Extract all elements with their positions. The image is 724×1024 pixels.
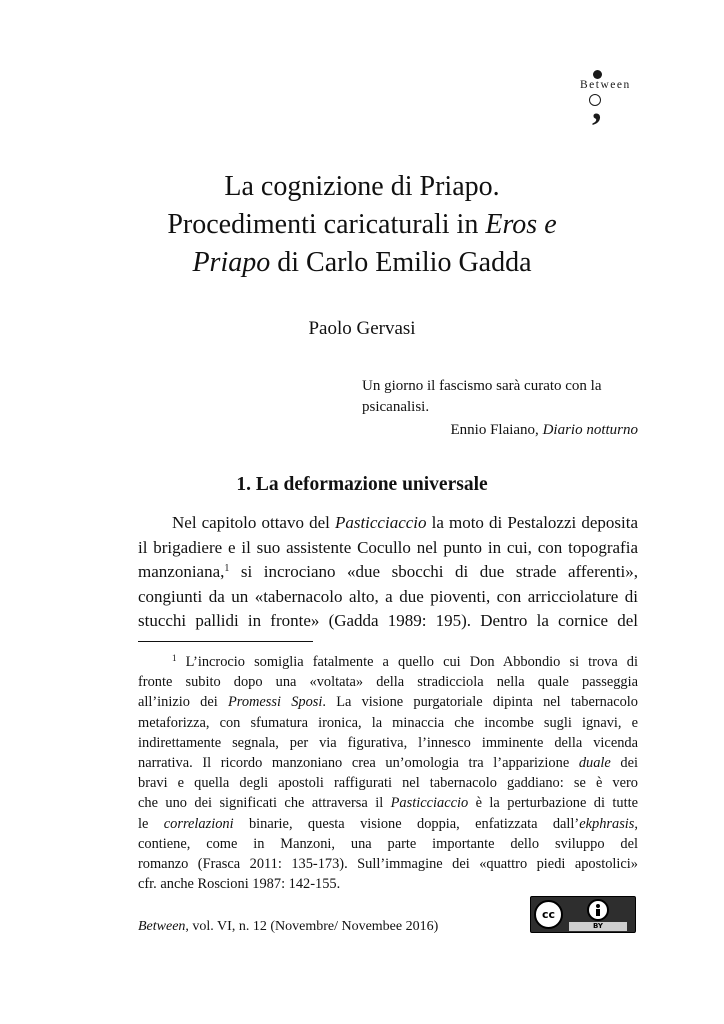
title-line-3-italic: Priapo	[192, 247, 271, 278]
body-line: stucchi pallidi in fronte» (Gadda 1989: 195). Dentro la cornice del	[138, 611, 638, 631]
epigraph-author: Ennio Flaiano,	[450, 422, 543, 438]
footnote-text: che uno dei significati che attraversa il	[138, 795, 391, 812]
footer-journal: Between	[138, 919, 186, 934]
footnote-line: cfr. anche Roscioni 1987: 142-155.	[138, 876, 341, 893]
footnote-text: binarie, questa visione doppia, enfatizzata dall’	[233, 815, 580, 832]
logo-comma-icon: ,	[592, 86, 602, 128]
footnote-line	[138, 814, 638, 834]
epigraph-attribution	[362, 420, 638, 441]
footnote-italic: ekphrasis	[579, 815, 635, 832]
by-label: BY	[569, 922, 627, 931]
title-line-1: La cognizione di Priapo.	[224, 171, 500, 202]
footnote-line: contiene, come in Manzoni, una parte importante dello sviluppo del	[138, 835, 638, 852]
footnote-number: 1	[172, 653, 177, 663]
logo-text: Between	[580, 79, 631, 91]
body-text: manzoniana,	[138, 562, 225, 582]
footnote-text: ,	[634, 815, 639, 832]
body-line	[138, 560, 638, 585]
footnote-text: è la perturbazione di tutte	[468, 795, 639, 812]
attribution-person-icon	[587, 899, 609, 921]
author-name: Paolo Gervasi	[308, 318, 416, 339]
footnote-italic: Pasticciaccio	[390, 795, 469, 812]
footnote-text: L’incrocio somiglia fatalmente a quello cui Don Abbondio si trova di	[176, 654, 638, 670]
body-text: Nel capitolo ottavo del	[172, 513, 335, 532]
title-line-2	[0, 206, 724, 244]
footnote-line	[138, 692, 638, 712]
footnote-text: all’inizio dei	[138, 694, 228, 711]
title-line-3-text: di Carlo Emilio Gadda	[270, 247, 532, 278]
footnote-ref[interactable]: 1	[224, 563, 230, 575]
between-logo	[578, 66, 640, 128]
logo-dot-icon	[593, 70, 602, 79]
cc-icon: cc	[534, 900, 563, 929]
footnote-line	[138, 753, 638, 773]
body-text: si incrociano «due sbocchi di due strade afferenti»,	[229, 562, 638, 582]
title-line-2-text: Procedimenti caricaturali in	[167, 209, 486, 240]
footer-citation: , vol. VI, n. 12 (Novembre/ Novembee 2016)	[185, 919, 439, 934]
footnote-text: narrativa. Il ricordo manzoniano crea un’omologia tra l’apparizione	[138, 755, 579, 772]
section-heading: 1. La deformazione universale	[236, 474, 488, 495]
page-footer	[138, 919, 438, 935]
body-italic: Pasticciaccio	[334, 513, 427, 532]
body-line	[138, 511, 638, 536]
footnote-divider	[138, 641, 313, 642]
footnote-text: dei	[610, 755, 638, 772]
article-title	[0, 168, 724, 282]
footnote	[138, 652, 638, 894]
footnote-line: romanzo (Frasca 2011: 135-173). Sull’immagine dei «quattro piedi apostolici»	[138, 856, 638, 873]
title-line-2-italic: Eros e	[485, 209, 557, 240]
epigraph-quote: Un giorno il fascismo sarà curato con la psicanalisi.	[362, 378, 602, 415]
footnote-italic: Promessi Sposi	[227, 694, 323, 711]
footnote-line: fronte subito dopo una «voltata» della stradicciola nella quale passeggia	[138, 674, 638, 691]
cc-by-license-badge[interactable]	[530, 896, 636, 933]
body-text: la moto di Pestalozzi deposita	[426, 513, 638, 532]
epigraph-work: Diario notturno	[542, 422, 638, 438]
epigraph	[362, 376, 638, 441]
footnote-line	[138, 652, 638, 672]
footnote-line: indirettamente segnala, per via figurativa, l’innesco imminente della vicenda	[138, 734, 638, 751]
body-paragraph	[138, 511, 638, 634]
footnote-line: metaforizza, con sfumatura ironica, la minaccia che incombe sugli ignavi, e	[138, 714, 638, 731]
footnote-italic: duale	[578, 755, 611, 772]
footnote-text: . La visione purgatoriale dipinta nel tabernacolo	[322, 694, 638, 711]
body-line: congiunti da un «tabernacolo alto, a due pioventi, con arricciolature di	[138, 586, 638, 606]
footnote-line	[138, 793, 638, 813]
title-line-3	[0, 244, 724, 282]
body-line: il brigadiere e il suo assistente Cocullo nel punto in cui, con topografia	[138, 537, 638, 557]
footnote-line: bravi e quella degli apostoli raffigurati nel tabernacolo gaddiano: se è vero	[138, 775, 638, 792]
footnote-text: le	[138, 815, 164, 832]
footnote-italic: correlazioni	[163, 815, 234, 832]
